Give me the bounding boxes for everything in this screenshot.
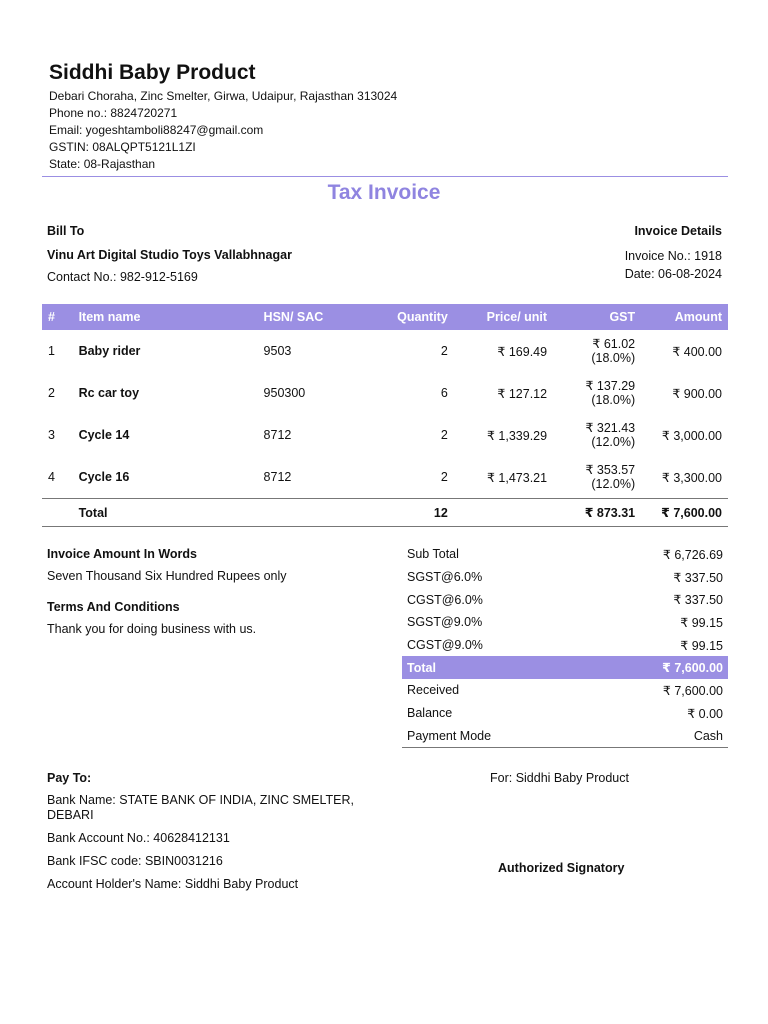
item-gst-rate: (12.0%) bbox=[591, 477, 636, 491]
item-hsn: 8712 bbox=[263, 428, 292, 442]
total-spacer bbox=[42, 499, 73, 527]
summary-value: ₹ 99.15 bbox=[680, 638, 723, 653]
total-spacer bbox=[454, 499, 553, 527]
item-amount: ₹ 3,300.00 bbox=[661, 470, 722, 485]
summary-row bbox=[402, 725, 728, 748]
summary-row bbox=[402, 634, 728, 657]
terms-text: Thank you for doing business with us. bbox=[47, 622, 257, 636]
summary-value: ₹ 7,600.00 bbox=[588, 656, 728, 679]
item-gst bbox=[553, 372, 641, 414]
col-header-quantity: Quantity bbox=[354, 304, 454, 330]
item-hsn: 9503 bbox=[263, 344, 292, 358]
company-address: Debari Choraha, Zinc Smelter, Girwa, Udaipur, Rajasthan 313024 bbox=[49, 89, 398, 103]
invoice-details-section bbox=[462, 223, 722, 283]
bank-account-number: Bank Account No.: 40628412131 bbox=[47, 831, 230, 845]
summary-row bbox=[402, 679, 728, 702]
for-company: For: Siddhi Baby Product bbox=[490, 771, 629, 785]
row-number: 3 bbox=[48, 428, 55, 442]
company-state: State: 08-Rajasthan bbox=[49, 157, 156, 171]
item-name: Rc car toy bbox=[78, 386, 140, 400]
company-email: Email: yogeshtamboli88247@gmail.com bbox=[49, 123, 264, 137]
table-row bbox=[42, 330, 728, 372]
summary-label: Total bbox=[402, 656, 588, 679]
summary-label: CGST@9.0% bbox=[407, 638, 483, 653]
total-spacer bbox=[258, 499, 355, 527]
col-header-price: Price/ unit bbox=[454, 304, 553, 330]
bill-to-label: Bill To bbox=[47, 224, 85, 238]
row-number: 1 bbox=[48, 344, 55, 358]
item-amount: ₹ 900.00 bbox=[672, 386, 722, 401]
item-amount: ₹ 400.00 bbox=[672, 344, 722, 359]
document-title: Tax Invoice bbox=[327, 181, 441, 204]
summary-label: SGST@9.0% bbox=[407, 615, 483, 630]
item-price: ₹ 1,473.21 bbox=[486, 470, 548, 485]
summary-value: ₹ 99.15 bbox=[680, 615, 723, 630]
invoice-number: Invoice No.: 1918 bbox=[624, 249, 722, 263]
items-header-row bbox=[42, 304, 728, 330]
summary-row bbox=[402, 566, 728, 589]
item-name: Baby rider bbox=[78, 344, 141, 358]
item-gst-amount: ₹ 353.57 bbox=[585, 463, 636, 477]
item-gst bbox=[553, 414, 641, 456]
item-gst-rate: (18.0%) bbox=[591, 351, 636, 365]
item-price: ₹ 1,339.29 bbox=[486, 428, 548, 443]
summary-table bbox=[402, 543, 728, 748]
summary-row bbox=[402, 702, 728, 725]
items-table bbox=[42, 304, 728, 527]
bill-to-section bbox=[47, 223, 407, 286]
total-label: Total bbox=[73, 499, 258, 527]
customer-contact: Contact No.: 982-912-5169 bbox=[47, 270, 198, 284]
item-hsn: 8712 bbox=[263, 470, 292, 484]
terms-label: Terms And Conditions bbox=[47, 600, 180, 614]
item-gst-amount: ₹ 61.02 bbox=[592, 337, 636, 351]
item-quantity: 2 bbox=[440, 428, 448, 442]
total-quantity: 12 bbox=[354, 499, 454, 527]
row-number: 4 bbox=[48, 470, 55, 484]
item-price: ₹ 169.49 bbox=[497, 344, 548, 359]
table-row bbox=[42, 414, 728, 456]
summary-label: Payment Mode bbox=[402, 725, 588, 748]
company-header bbox=[49, 60, 709, 173]
item-price: ₹ 127.12 bbox=[497, 386, 548, 401]
summary-value: ₹ 6,726.69 bbox=[662, 547, 723, 562]
bank-name: Bank Name: STATE BANK OF INDIA, ZINC SMELTER, DEBARI bbox=[47, 793, 355, 822]
company-gstin: GSTIN: 08ALQPT5121L1ZI bbox=[49, 140, 196, 154]
item-gst-rate: (12.0%) bbox=[591, 435, 636, 449]
company-name: Siddhi Baby Product bbox=[49, 61, 256, 84]
customer-name: Vinu Art Digital Studio Toys Vallabhnagar bbox=[47, 248, 292, 262]
col-header-number: # bbox=[42, 304, 73, 330]
summary-label: Balance bbox=[407, 706, 453, 721]
summary-value: ₹ 337.50 bbox=[673, 593, 723, 608]
amount-words-section bbox=[47, 546, 387, 652]
summary-label: Received bbox=[407, 683, 460, 698]
company-phone: Phone no.: 8824720271 bbox=[49, 106, 178, 120]
table-row bbox=[42, 456, 728, 499]
col-header-amount: Amount bbox=[641, 304, 728, 330]
pay-to-label: Pay To: bbox=[47, 771, 92, 785]
item-gst bbox=[553, 456, 641, 499]
summary-label: SGST@6.0% bbox=[407, 570, 483, 585]
items-total-row bbox=[42, 499, 728, 527]
summary-row bbox=[402, 611, 728, 634]
amount-words-text: Seven Thousand Six Hundred Rupees only bbox=[47, 569, 287, 583]
pay-to-section bbox=[47, 770, 387, 900]
summary-total-row bbox=[402, 656, 728, 679]
invoice-date: Date: 06-08-2024 bbox=[624, 267, 722, 281]
summary-value: ₹ 0.00 bbox=[687, 706, 723, 721]
col-header-gst: GST bbox=[553, 304, 641, 330]
item-quantity: 2 bbox=[440, 470, 448, 484]
summary-value: Cash bbox=[588, 725, 728, 748]
item-gst-amount: ₹ 321.43 bbox=[585, 421, 636, 435]
item-gst bbox=[553, 330, 641, 372]
item-name: Cycle 14 bbox=[78, 428, 130, 442]
header-divider bbox=[42, 176, 728, 177]
item-name: Cycle 16 bbox=[78, 470, 130, 484]
summary-row bbox=[402, 588, 728, 611]
col-header-hsn: HSN/ SAC bbox=[258, 304, 355, 330]
item-hsn: 950300 bbox=[263, 386, 306, 400]
bank-ifsc: Bank IFSC code: SBIN0031216 bbox=[47, 854, 223, 868]
col-header-item-name: Item name bbox=[73, 304, 258, 330]
authorized-signatory: Authorized Signatory bbox=[498, 861, 625, 875]
invoice-details-label: Invoice Details bbox=[634, 224, 722, 238]
amount-words-label: Invoice Amount In Words bbox=[47, 547, 198, 561]
summary-row bbox=[402, 543, 728, 566]
table-row bbox=[42, 372, 728, 414]
summary-value: ₹ 7,600.00 bbox=[662, 683, 723, 698]
summary-value: ₹ 337.50 bbox=[673, 570, 723, 585]
item-gst-rate: (18.0%) bbox=[591, 393, 636, 407]
total-amount: ₹ 7,600.00 bbox=[641, 499, 728, 527]
item-quantity: 6 bbox=[440, 386, 448, 400]
total-gst: ₹ 873.31 bbox=[553, 499, 641, 527]
item-amount: ₹ 3,000.00 bbox=[661, 428, 722, 443]
summary-label: CGST@6.0% bbox=[407, 592, 483, 607]
account-holder: Account Holder's Name: Siddhi Baby Product bbox=[47, 877, 299, 891]
summary-label: Sub Total bbox=[407, 547, 459, 562]
item-quantity: 2 bbox=[440, 344, 448, 358]
row-number: 2 bbox=[48, 386, 55, 400]
item-gst-amount: ₹ 137.29 bbox=[585, 379, 636, 393]
